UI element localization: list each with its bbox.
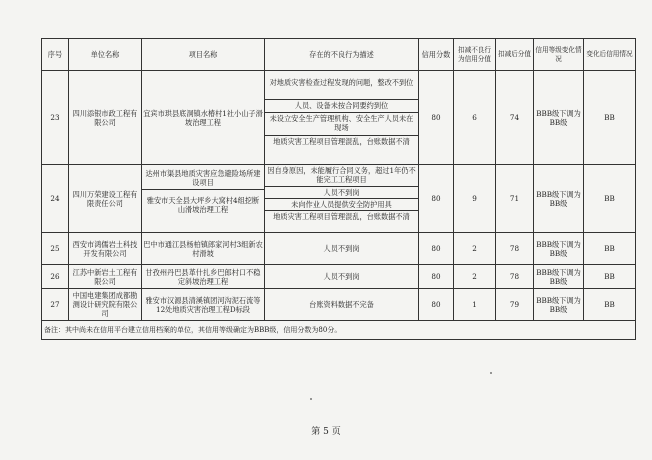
cell-score: 80 (419, 71, 454, 165)
behavior-item: 人员不到岗 (265, 187, 418, 199)
header-behavior: 存在的不良行为描述 (265, 39, 419, 71)
cell-project: 甘孜州丹巴县革什扎乡巴郎村口不稳定斜坡治理工程 (142, 265, 265, 289)
cell-post-change: BB (584, 165, 636, 233)
cell-project: 巴中市通江县杨柏镇郎家河村3组新农村滑坡 (142, 233, 265, 265)
cell-behavior: 人员不到岗 (265, 233, 419, 265)
header-project: 项目名称 (142, 39, 265, 71)
cell-company: 江苏中新岩土工程有限公司 (69, 265, 142, 289)
behavior-item: 因自身原因，未能履行合同义务，超过1年仍不能完工工程项目 (265, 165, 418, 187)
table-row (42, 289, 636, 321)
behavior-item: 对地质灾害检查过程发现的问题，整改不到位 (265, 77, 418, 100)
table-row (42, 265, 636, 289)
cell-behavior: 人员不到岗 (265, 265, 419, 289)
cell-behaviors (265, 165, 419, 233)
cell-deduct: 1 (454, 289, 496, 321)
cell-post-change: BB (584, 265, 636, 289)
table-note-row (42, 321, 636, 340)
cell-grade-change: BBB级下调为BB级 (534, 233, 584, 265)
cell-deduct: 2 (454, 233, 496, 265)
cell-after: 71 (496, 165, 534, 233)
behavior-item: 地质灾害工程项目管理混乱，台账数据不清 (273, 137, 410, 146)
page-number: 第 5 页 (311, 427, 341, 437)
cell-grade-change: BBB级下调为BB级 (534, 265, 584, 289)
behavior-item: 未设立安全生产管理机构、安全生产人员未在现场 (265, 113, 418, 136)
header-deduct: 扣减不良行为信用分值 (454, 39, 496, 71)
behavior-item: 地质灾害工程项目管理混乱，台账数据不清 (273, 212, 410, 221)
cell-no: 25 (42, 233, 69, 265)
cell-after: 78 (496, 265, 534, 289)
project-item: 达州市渠县地质灾害应急避险场所建设项目 (142, 168, 264, 190)
cell-company: 四川万荣建设工程有限责任公司 (69, 165, 142, 233)
table-row (42, 71, 636, 165)
header-company: 单位名称 (69, 39, 142, 71)
cell-project: 雅安市汉源县清溪镇团河沟泥石流等12处地质灾害治理工程D标段 (142, 289, 265, 321)
cell-score: 80 (419, 165, 454, 233)
cell-projects (142, 165, 265, 233)
scan-speck (490, 372, 492, 374)
behavior-item: 未向作业人员提供安全防护用具 (265, 199, 418, 211)
cell-company: 四川添银市政工程有限公司 (69, 71, 142, 165)
table-header-row (42, 39, 636, 71)
cell-company: 西安市鸿儒岩土科技开发有限公司 (69, 233, 142, 265)
cell-behavior: 台账资料数据不完备 (265, 289, 419, 321)
cell-deduct: 6 (454, 71, 496, 165)
cell-post-change: BB (584, 233, 636, 265)
cell-score: 80 (419, 233, 454, 265)
cell-no: 24 (42, 165, 69, 233)
cell-after: 78 (496, 233, 534, 265)
cell-score: 80 (419, 289, 454, 321)
cell-post-change: BB (584, 71, 636, 165)
project-item: 雅安市天全县大坪乡大窝村4组挖断山滑坡治理工程 (146, 196, 260, 214)
behavior-item: 人员、设备未按合同要约到位 (265, 100, 418, 113)
cell-no: 26 (42, 265, 69, 289)
cell-post-change: BB (584, 289, 636, 321)
header-after: 扣减后分值 (496, 39, 534, 71)
cell-project: 宜宾市珙县底洞镇水椿村1社小山子滑坡治理工程 (142, 71, 265, 165)
header-post-change: 变化后信用情况 (584, 39, 636, 71)
table-note: 备注：其中尚未在信用平台建立信用档案的单位，其信用等级确定为BBB级，信用分数为80分。 (42, 321, 636, 340)
table-row (42, 233, 636, 265)
header-no: 序号 (42, 39, 69, 71)
cell-grade-change: BBB级下调为BB级 (534, 71, 584, 165)
scan-speck (310, 398, 312, 400)
cell-behaviors (265, 71, 419, 165)
header-grade-change: 信用等级变化情况 (534, 39, 584, 71)
table-row (42, 165, 636, 233)
credit-table (41, 38, 636, 340)
cell-grade-change: BBB级下调为BB级 (534, 165, 584, 233)
cell-company: 中国电建集团成都勘测设计研究院有限公司 (69, 289, 142, 321)
cell-score: 80 (419, 265, 454, 289)
header-score: 信用分数 (419, 39, 454, 71)
cell-after: 74 (496, 71, 534, 165)
cell-no: 27 (42, 289, 69, 321)
cell-no: 23 (42, 71, 69, 165)
cell-grade-change: BBB级下调为BB级 (534, 289, 584, 321)
cell-deduct: 2 (454, 265, 496, 289)
cell-deduct: 9 (454, 165, 496, 233)
cell-after: 79 (496, 289, 534, 321)
